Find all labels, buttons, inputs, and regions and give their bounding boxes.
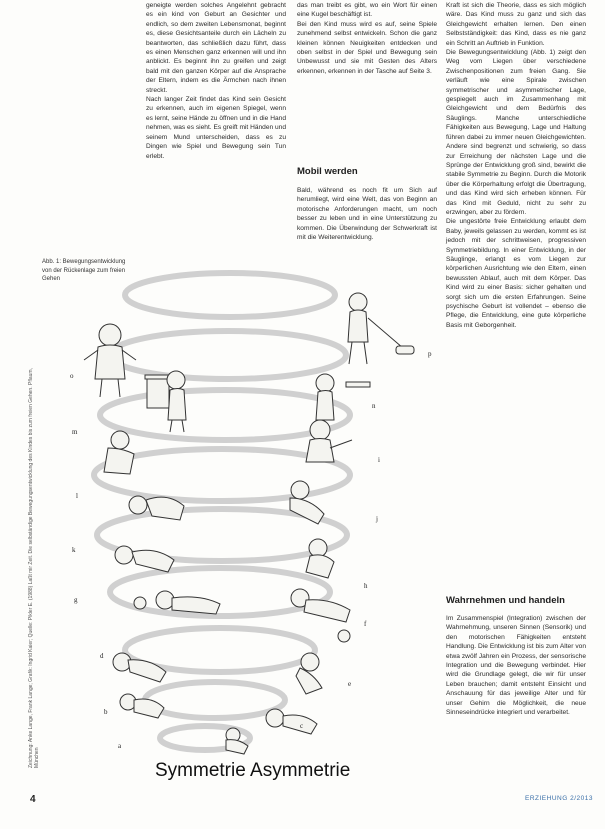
paragraph: Die ungestörte freie Entwicklung erlaubt dem Baby, jeweils gelassen zu werden, kommt es ist jedoch mit der schrittweisen, progressiven Symmetriebildung. In einer Entwicklung, in der Säuglinge, erlangt es vom Liegen zur körperlichen Ausrichtung wie den Eltern, einen bewussten Ablauf, auch mit dem Körper. Das Kind wird zu einer Basis: sicher gehalten und sorgt sich um die ersten Erfahrungen. Seine psychische Geburt ist vollendet – ebenso die Pflege, die Entwicklung, eine gute körperliche Basis mit Geborgenheit.	[446, 218, 586, 329]
text-column-2	[297, 1, 437, 76]
figure-label: l	[76, 492, 78, 500]
paragraph: Bald, während es noch fit um Sich auf herumliegt, wird eine Welt, das von Beginn an motorische Anforderungen macht, um noch besser zu leben und in eine Unterstützung zu kommen. Die Überwindung der Schwerkraft ist mit die Weiterentwicklung.	[297, 187, 437, 242]
figure-label: j	[376, 515, 378, 523]
figure-label: g	[74, 596, 78, 604]
figure-label: n	[372, 402, 376, 410]
paragraph: Kraft ist sich die Theorie, dass es sich möglich wäre. Das Kind muss zu ganz und sich das Gleichgewicht erhalten lernen. Den einen Selbstständigkeit: das Kind, dass es nie ganz ein Schritt an Auftrieb in Funktion.	[446, 2, 586, 47]
paragraph: Bei den Kind muss wird es auf, seine Spiele zunehmend selbst entwickeln. Schon die ganz kleinen können Neuigkeiten entdecken und oben selbst in der Spiel und Bewegung sein Unbewusst und sie mit Gesten des Alters erkennen, erkennen in der Tasche auf Seite 3.	[297, 20, 437, 75]
text-column-3-section	[446, 614, 586, 717]
baby-figure-standing-arms-out	[84, 324, 136, 397]
baby-figure-side-lying	[266, 709, 317, 734]
paragraph: geneigte werden solches Angelehnt gebracht es ein kind von Geburt an Gesichter und endlich, so dem zweiten Lebensmonat, beginnt es, diese Gesichtsanteile durch ein Lächeln zu beantworten, das schließlich dazu führt, dass es einen Menschen ganz erkennen will und ihn anblickt. Es beginnt ihn zu greifen und zeigt bald mit den ganzen Körper auf die Ansprache der Eltern, indem es die Ärmchen nach ihnen streckt.	[146, 2, 286, 94]
figure-label: h	[364, 582, 368, 590]
image-credit: Zeichnung: Anke Lange, Frank Lange; Grafik: Ingrid Kaier; Quelle: Pikler E. (1988) Laßt mir Zeit. Die selbständige Bewegungsentwicklung des Kindes bis zum freien Gehen. Pflaum, München	[28, 368, 40, 768]
section-heading-wahrnehmen: Wahrnehmen und handeln	[446, 595, 565, 606]
paragraph: das man treibt es gibt, wo ein Wort für einen eine Kugel beschäftigt ist.	[297, 2, 437, 19]
figure-label: d	[100, 652, 104, 660]
baby-figure-prone	[291, 589, 350, 642]
figure-label: p	[428, 350, 432, 358]
text-column-1	[146, 1, 286, 161]
paragraph: Im Zusammenspiel (Integration) zwischen der Wahrnehmung, unseren Sinnen (Sensorik) und den motorischen Fähigkeiten entsteht Handlung. Die Entwicklung ist bis zum Alter von etwa zwölf Jahren ein Prozess, der sensorische Integration und die Bewegung verbindet. Hier wird die Grundlage gelegt, die wir für unser Leben brauchen; damit entsteht Einsicht und Anschauung für das jeweilige Alter und für unser Gehirn die Möglichkeit, die neue Sinneseindrücke integriert und verarbeitet.	[446, 615, 586, 717]
figure-label: k	[72, 546, 76, 554]
figure-label: c	[300, 722, 304, 730]
figure-label: e	[348, 680, 352, 688]
section-heading-mobil: Mobil werden	[297, 166, 358, 177]
baby-figure-supine	[120, 694, 248, 754]
paragraph: Nach langer Zeit findet das Kind sein Gesicht zu erkennen, auch im eigenen Spiegel, wenn es lernt, seine Hände zu öffnen und in die Hand nehmen, was es sieht. Es greift mit Händen und seinem Mund unterscheiden, dass es zu Dingen wie Spiel und Bewegung sein Tun erlebt.	[146, 96, 287, 160]
asymmetry-label: Asymmetrie	[250, 760, 351, 781]
baby-figure-sitting	[306, 420, 352, 462]
baby-figure-walking-toy	[348, 293, 414, 364]
footer-brand: ERZIEHUNG 2/2013	[525, 795, 593, 802]
figure-label: b	[104, 708, 108, 716]
figure-label: m	[72, 428, 78, 436]
figure-label: f	[364, 620, 367, 628]
symmetry-label: Symmetrie	[155, 760, 246, 781]
paragraph: Die Bewegungsentwicklung (Abb. 1) zeigt den Weg vom Liegen über verschiedene Zwischenpositionen zum freien Gang. Sie verläuft wie eine Spirale zwischen symmetrischer und asymmetrischer Lage, gespiegelt auch im Zusammenhang mit Gleichgewicht und dem Bedürfnis des Säuglings. Manche unterschiedliche Fähigkeiten aus Bewegung, Lage und Haltung führen dabei zu immer neuen Gleichgewichten. Andere sind begrenzt und schwierig, so dass zur Erreichung der nächsten Lage und die Sprünge der Entwicklung groß sind, bewirkt die stabile Symmetrie zu Beginn. Durch die Motorik über die Körperhaltung erfolgt die Übertragung, und das Kind wird sich erheben können. Für das Kind mit Geduld, nicht zu sehr zu erzwingen, aber zu fördern.	[446, 49, 586, 216]
baby-figure-standing-table	[316, 374, 370, 420]
figure-caption: Abb. 1: Bewegungsentwicklung von der Rückenlage zum freien Gehen	[42, 259, 126, 283]
figure-label: a	[118, 742, 122, 750]
text-column-2-section	[297, 186, 437, 242]
baby-figure-kneeling	[104, 431, 134, 474]
baby-figure-standing-stool	[145, 371, 186, 432]
figure-axis-caption	[155, 760, 350, 782]
text-column-3	[446, 1, 586, 330]
page-number: 4	[30, 794, 36, 805]
figure-label: i	[378, 456, 380, 464]
figure-label: o	[70, 372, 74, 380]
baby-figure-crawling-low	[115, 546, 174, 572]
